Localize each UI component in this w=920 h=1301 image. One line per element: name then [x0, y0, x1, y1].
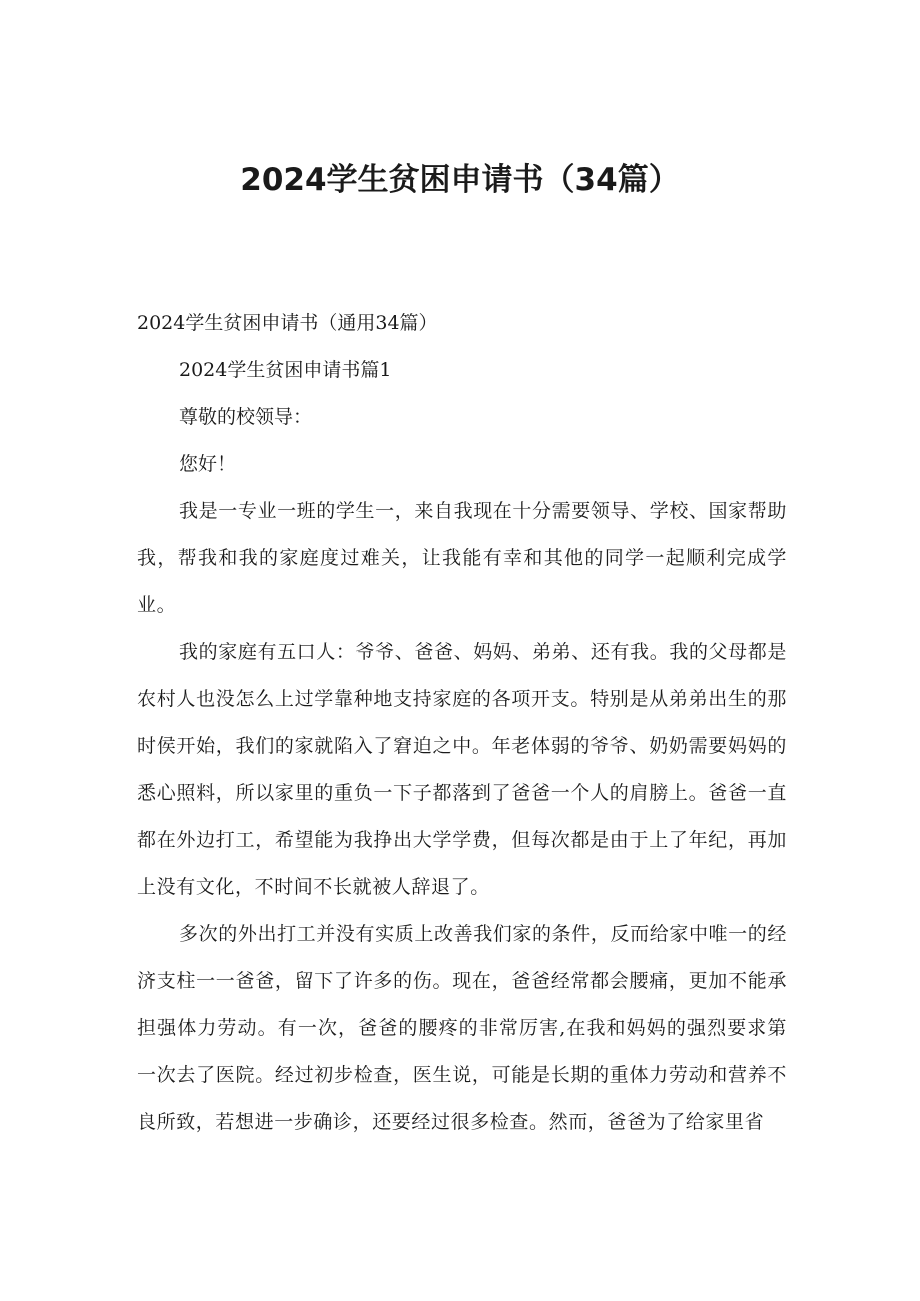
- salutation: 尊敬的校领导：: [179, 406, 313, 428]
- document-title: 2024学生贫困申请书（34篇）: [240, 162, 680, 198]
- document-body: [137, 300, 787, 1146]
- paragraph-2: 我的家庭有五口人：爷爷、爸爸、妈妈、弟弟、还有我。我的父母都是农村人也没怎么上过学靠种地支持家庭的各项开支。特别是从弟弟出生的那时侯开始，我们的家就陷入了窘迫之中。年老体弱的爷爷、奶奶需要妈妈的悉心照料，所以家里的重负一下子都落到了爸爸一个人的肩膀上。爸爸一直都在外边打工，希望能为我挣出大学学费，但每次都是由于上了年纪，再加上没有文化，不时间不长就被人辞退了。: [137, 641, 787, 898]
- paragraph-3: 多次的外出打工并没有实质上改善我们家的条件，反而给家中唯一的经济支柱一一爸爸，留下了许多的伤。现在，爸爸经常都会腰痛，更加不能承担强体力劳动。有一次，爸爸的腰疼的非常厉害,在我和妈妈的强烈要求第一次去了医院。经过初步检查，医生说，可能是长期的重体力劳动和营养不良所致，若想进一步确诊，还要经过很多检查。然而，爸爸为了给家里省: [137, 923, 787, 1133]
- greeting: 您好！: [179, 453, 237, 475]
- section-heading: 2024学生贫困申请书篇1: [179, 359, 392, 381]
- document-subtitle: 2024学生贫困申请书（通用34篇）: [137, 312, 438, 334]
- paragraph-1: 我是一专业一班的学生一，来自我现在十分需要领导、学校、国家帮助我，帮我和我的家庭度过难关，让我能有幸和其他的同学一起顺利完成学业。: [137, 500, 787, 616]
